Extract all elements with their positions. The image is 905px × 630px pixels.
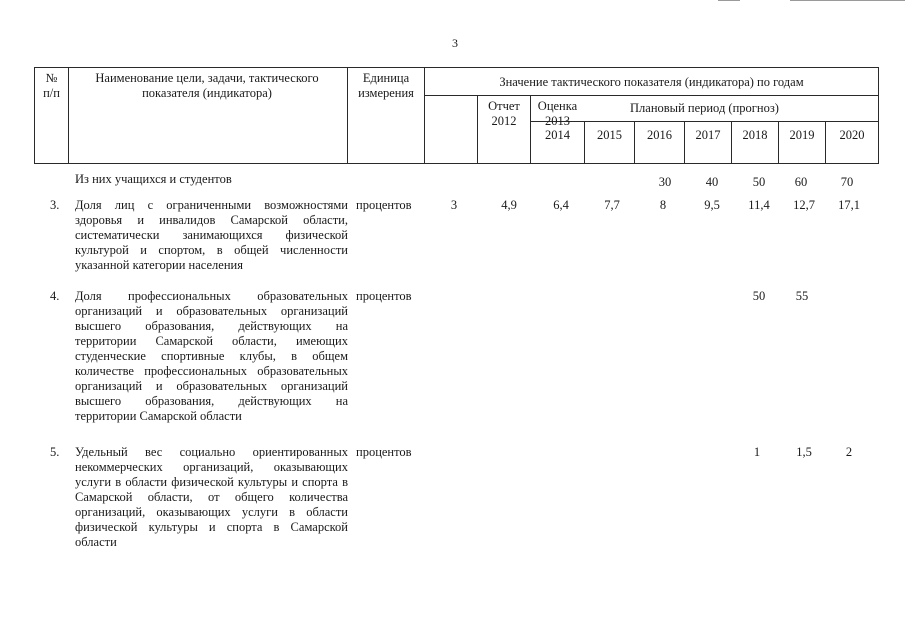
value-2018: 50 [752, 289, 766, 303]
value-2019: 12,7 [793, 198, 815, 212]
header-values-rule [424, 95, 879, 96]
value-2016: 8 [659, 198, 667, 212]
row-unit: процентов [356, 198, 412, 212]
header-num-rule [68, 67, 69, 164]
header-right-rule [878, 67, 879, 164]
table-row [34, 445, 879, 555]
header-values: Значение тактического показателя (индикатора) по годам [499, 75, 804, 89]
header-year-2019: 2019 [789, 128, 815, 142]
row-unit: процентов [356, 445, 412, 459]
header-unit: Единица измерения [358, 71, 414, 100]
value-2019: 1,5 [796, 445, 812, 459]
table-row [34, 198, 879, 278]
value-2016: 30 [658, 175, 672, 189]
header-year-2015: 2015 [597, 128, 622, 142]
row-unit: процентов [356, 289, 412, 303]
value-2017: 40 [705, 175, 719, 189]
row-number: 3. [50, 198, 60, 212]
header-estimate: Оценка 2013 [537, 99, 578, 128]
value-2014: 6,4 [553, 198, 569, 212]
table-header [34, 67, 879, 164]
value-estimate-2013: 4,9 [501, 198, 517, 212]
value-2018: 11,4 [748, 198, 770, 212]
header-year-2018: 2018 [742, 128, 768, 142]
value-2020: 17,1 [838, 198, 860, 212]
table-row [34, 172, 879, 188]
row-indicator-name: Удельный вес социально ориентированных некоммерческих организаций, оказывающих услуги в области физической культуры и спорта в Самарской области, от общего количества организаций, оказывающих услуги в области физической культуры и спорта в Самарской области [75, 445, 348, 549]
header-report: Отчет 2012 [488, 99, 520, 128]
value-2020: 70 [840, 175, 854, 189]
value-2018: 1 [753, 445, 761, 459]
header-year-2017: 2017 [695, 128, 721, 142]
row-indicator-name: Доля профессиональных образовательных организаций и образовательных организаций высшего образования, действующих на территории Самарской области, имеющих студенческие спортивные клубы, в общем количестве профессиональных образовательных организаций и образовательных организаций высшего образования, действующих на территории Самарской области [75, 289, 348, 423]
header-year-2016: 2016 [647, 128, 672, 142]
header-num: № п/п [43, 71, 60, 100]
value-report-2012: 3 [450, 198, 458, 212]
table-row [34, 289, 879, 429]
header-bottom-rule [34, 163, 879, 164]
value-2019: 55 [795, 289, 809, 303]
header-name: Наименование цели, задачи, тактического показателя (индикатора) [95, 71, 319, 100]
row-indicator-name: Доля лиц с ограниченными возможностями здоровья и инвалидов Самарской области, систематически занимающихся физической культурой и спортом, в общей численности указанной категории населения [75, 198, 348, 272]
row-number: 4. [50, 289, 60, 303]
top-border-fragment-1 [718, 0, 740, 1]
value-2019: 60 [794, 175, 808, 189]
value-2017: 9,5 [704, 198, 720, 212]
value-2020: 2 [845, 445, 853, 459]
row-indicator-name: Из них учащихся и студентов [75, 172, 232, 186]
row-number: 5. [50, 445, 60, 459]
page-number: 3 [452, 36, 458, 50]
header-plan: Плановый период (прогноз) [630, 101, 779, 115]
value-2018: 50 [752, 175, 766, 189]
top-border-fragment-2 [790, 0, 905, 1]
header-year-2014: 2014 [545, 128, 570, 142]
header-top-rule [34, 67, 879, 68]
value-2015: 7,7 [604, 198, 620, 212]
header-year-2020: 2020 [839, 128, 865, 142]
